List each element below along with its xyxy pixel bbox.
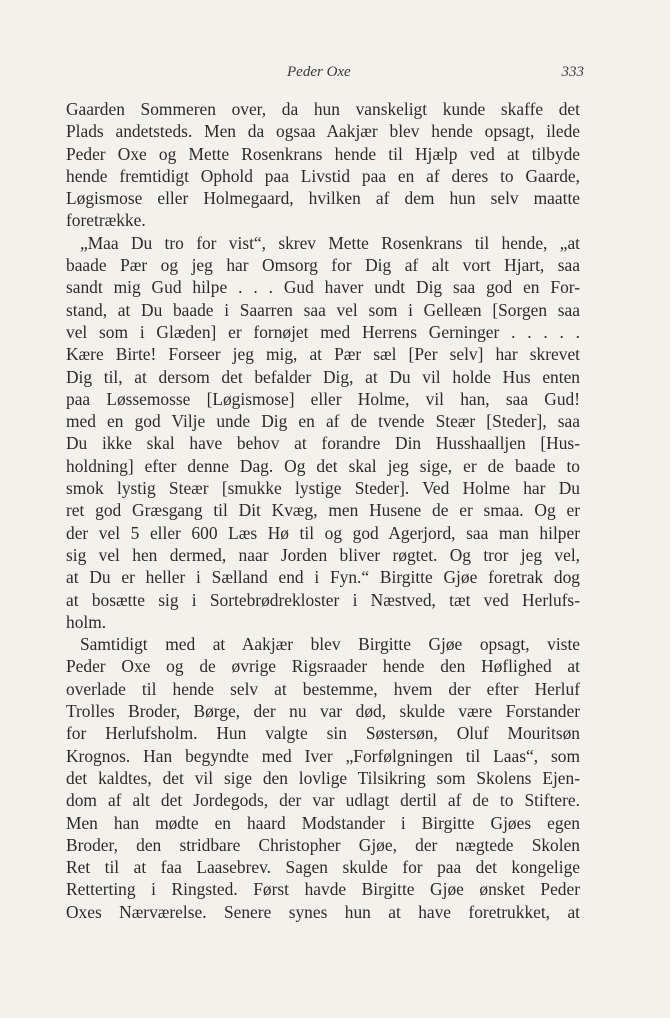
body-text: [66, 98, 580, 923]
text-line: Du ikke skal have behov at forandre Din Husshaalljen [Hus-: [66, 433, 580, 454]
text-line: dom af alt det Jordegods, der var udlagt dertil af de to Stiftere.: [66, 790, 580, 811]
text-line: overlade til hende selv at bestemme, hvem der efter Herluf: [66, 678, 580, 699]
text-line: Peder Oxe og de øvrige Rigsraader hende den Høflighed at: [66, 656, 580, 677]
text-line: vel som i Glæden] er fornøjet med Herrens Gerninger . . . . .: [66, 321, 580, 342]
text-line: det kaldtes, det vil sige den lovlige Tilsikring som Skolens Ejen-: [66, 767, 580, 788]
text-line: paa Løssemosse [Løgismose] eller Holme, vil han, saa Gud!: [66, 388, 580, 409]
text-line: Krognos. Han begyndte med Iver „Forfølgningen til Laas“, som: [66, 745, 580, 766]
text-line: Trolles Broder, Børge, der nu var død, skulde være Forstander: [66, 701, 580, 722]
text-line: holm.: [66, 611, 107, 632]
text-line: Peder Oxe og Mette Rosenkrans hende til Hjælp ved at tilbyde: [66, 143, 580, 164]
text-line: Ret til at faa Laasebrev. Sagen skulde for paa det kongelige: [66, 857, 580, 878]
text-line: sandt mig Gud hilpe . . . Gud haver undt Dig saa god en For-: [66, 277, 580, 298]
text-line: Kære Birte! Forseer jeg mig, at Pær sæl [Per selv] har skrevet: [66, 344, 580, 365]
text-line: Løgismose eller Holmegaard, hvilken af dem hun selv maatte: [66, 188, 580, 209]
text-line: med en god Vilje unde Dig en af de tvende Steær [Steder], saa: [66, 411, 580, 432]
text-line: Samtidigt med at Aakjær blev Birgitte Gjøe opsagt, viste: [80, 634, 580, 655]
text-line: Gaarden Sommeren over, da hun vanskeligt kunde skaffe det: [66, 99, 580, 119]
text-line: Retterting i Ringsted. Først havde Birgitte Gjøe ønsket Peder: [66, 879, 580, 900]
text-line: Oxes Nærværelse. Senere synes hun at have foretrukket, at: [66, 901, 580, 922]
text-line: „Maa Du tro for vist“, skrev Mette Rosenkrans til hende, „at: [80, 232, 580, 253]
text-line: sig vel hen dermed, naar Jorden bliver røgtet. Og tror jeg vel,: [66, 544, 580, 565]
text-line: ret god Græsgang til Dit Kvæg, men Husene de er smaa. Og er: [66, 500, 580, 521]
text-line: Dig til, at dersom det befalder Dig, at Du vil holde Hus enten: [66, 366, 580, 387]
text-line: for Herlufsholm. Hun valgte sin Søstersøn, Oluf Mouritsøn: [66, 723, 580, 744]
running-header: [0, 64, 670, 86]
text-line: stand, at Du baade i Saarren saa vel som i Gelleæn [Sorgen saa: [66, 299, 580, 320]
text-line: Men han mødte en haard Modstander i Birgitte Gjøes egen: [66, 812, 580, 833]
text-line: foretrække.: [66, 210, 146, 231]
running-title: Peder Oxe: [287, 64, 351, 80]
text-line: Broder, den stridbare Christopher Gjøe, der nægtede Skolen: [66, 834, 580, 855]
text-line: Plads andetsteds. Men da ogsaa Aakjær blev hende opsagt, ilede: [66, 121, 580, 142]
text-line: at Du er heller i Sælland end i Fyn.“ Birgitte Gjøe foretrak dog: [66, 567, 580, 588]
text-line: smok lystig Steær [smukke lystige Steder]. Ved Holme har Du: [66, 478, 580, 499]
text-line: hende fremtidigt Ophold paa Livstid paa en af deres to Gaarde,: [66, 165, 580, 186]
text-line: der vel 5 eller 600 Læs Hø til og god Agerjord, saa man hilper: [66, 522, 580, 543]
text-line: at bosætte sig i Sortebrødrekloster i Næstved, tæt ved Herlufs-: [66, 589, 580, 610]
text-line: baade Pær og jeg har Omsorg for Dig af alt vort Hjart, saa: [66, 255, 580, 276]
page-number: 333: [561, 64, 584, 80]
text-line: holdning] efter denne Dag. Og det skal jeg sige, er de baade to: [66, 455, 580, 476]
